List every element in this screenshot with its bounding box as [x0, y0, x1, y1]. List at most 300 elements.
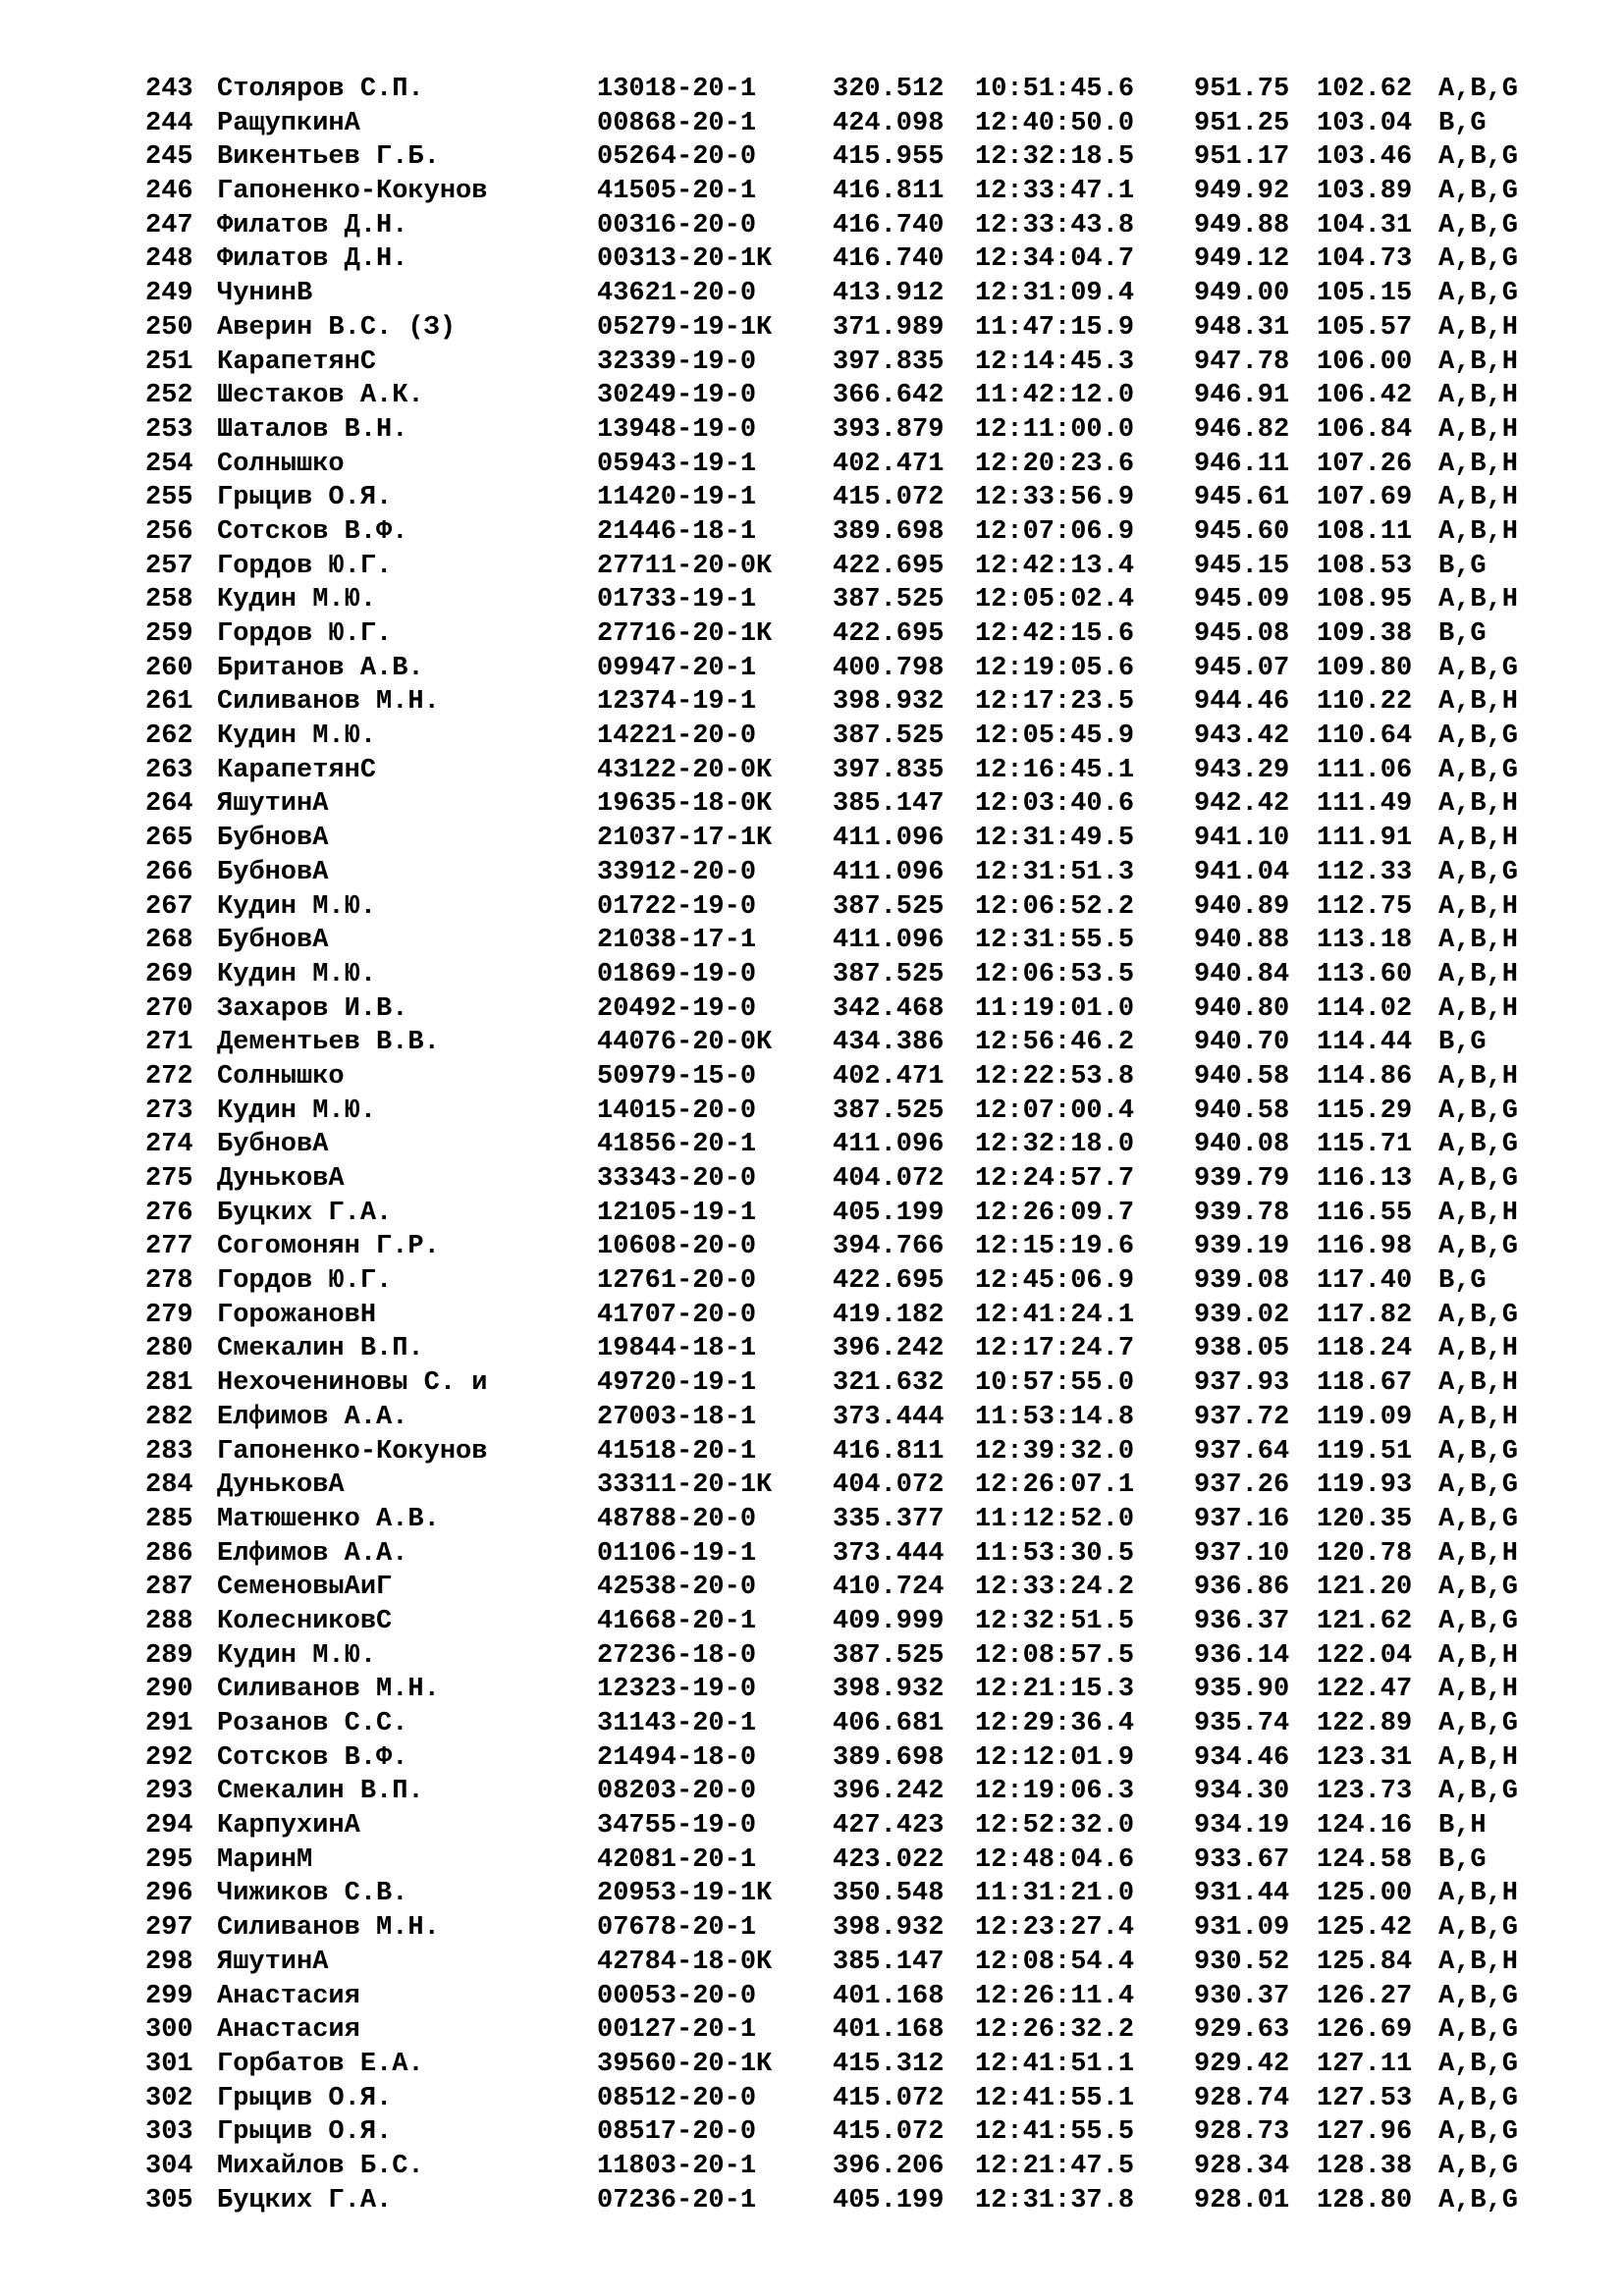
distance: 422.695 — [833, 619, 945, 649]
position-number: 276 — [145, 1198, 193, 1228]
speed: 945.09 — [1194, 585, 1290, 615]
arrival-time: 12:33:56.9 — [975, 483, 1135, 513]
position-number: 289 — [145, 1640, 193, 1671]
points: 110.22 — [1317, 687, 1413, 718]
arrival-time: 12:08:57.5 — [975, 1640, 1135, 1671]
arrival-time: 12:15:19.6 — [975, 1232, 1135, 1262]
distance: 387.525 — [833, 959, 945, 989]
arrival-time: 12:16:45.1 — [975, 755, 1135, 785]
fancier-name: Согомонян Г.Р. — [217, 1232, 440, 1262]
points: 119.93 — [1317, 1470, 1413, 1501]
speed: 939.08 — [1194, 1266, 1290, 1297]
classes: A,B,H — [1438, 1640, 1519, 1671]
speed: 940.58 — [1194, 1095, 1290, 1126]
arrival-time: 12:26:11.4 — [975, 1981, 1135, 2011]
distance: 410.724 — [833, 1573, 945, 1603]
ring-number: 14015-20-0 — [597, 1095, 757, 1126]
distance: 401.168 — [833, 1981, 945, 2011]
ring-number: 42081-20-1 — [597, 1844, 757, 1875]
points: 127.53 — [1317, 2083, 1413, 2113]
points: 113.18 — [1317, 926, 1413, 956]
arrival-time: 12:12:01.9 — [975, 1742, 1135, 1773]
distance: 427.423 — [833, 1811, 945, 1842]
speed: 943.29 — [1194, 755, 1290, 785]
points: 108.95 — [1317, 585, 1413, 615]
classes: A,B,G — [1438, 1504, 1519, 1534]
ring-number: 13018-20-1 — [597, 75, 757, 104]
speed: 942.42 — [1194, 789, 1290, 820]
position-number: 247 — [145, 210, 193, 240]
classes: A,B,H — [1438, 993, 1519, 1024]
arrival-time: 12:31:55.5 — [975, 926, 1135, 956]
speed: 940.88 — [1194, 926, 1290, 956]
points: 122.04 — [1317, 1640, 1413, 1671]
fancier-name: Матюшенко А.В. — [217, 1504, 440, 1534]
arrival-time: 12:17:24.7 — [975, 1334, 1135, 1364]
classes: A,B,H — [1438, 585, 1519, 615]
fancier-name: Розанов С.С. — [217, 1709, 408, 1738]
ring-number: 50979-15-0 — [597, 1061, 757, 1092]
arrival-time: 10:51:45.6 — [975, 75, 1135, 104]
distance: 397.835 — [833, 755, 945, 785]
fancier-name: ЯшутинА — [217, 789, 329, 820]
ring-number: 00053-20-0 — [597, 1981, 757, 2011]
distance: 400.798 — [833, 653, 945, 683]
distance: 393.879 — [833, 414, 945, 445]
distance: 422.695 — [833, 551, 945, 581]
classes: A,B,H — [1438, 1402, 1519, 1432]
distance: 398.932 — [833, 687, 945, 718]
points: 110.64 — [1317, 721, 1413, 752]
position-number: 294 — [145, 1811, 193, 1842]
classes: B,G — [1438, 1266, 1487, 1297]
ring-number: 49720-19-1 — [597, 1368, 757, 1399]
position-number: 253 — [145, 414, 193, 445]
position-number: 292 — [145, 1742, 193, 1773]
distance: 411.096 — [833, 1130, 945, 1160]
points: 124.58 — [1317, 1844, 1413, 1875]
speed: 930.52 — [1194, 1947, 1290, 1977]
arrival-time: 12:39:32.0 — [975, 1436, 1135, 1467]
speed: 928.73 — [1194, 2117, 1290, 2148]
speed: 930.37 — [1194, 1981, 1290, 2011]
fancier-name: Чижиков С.В. — [217, 1879, 408, 1909]
distance: 434.386 — [833, 1028, 945, 1058]
fancier-name: Британов А.В. — [217, 653, 424, 683]
classes: A,B,H — [1438, 1368, 1519, 1399]
points: 120.78 — [1317, 1538, 1413, 1569]
classes: A,B,G — [1438, 721, 1519, 752]
points: 119.09 — [1317, 1402, 1413, 1432]
ring-number: 01733-19-1 — [597, 585, 757, 615]
points: 109.80 — [1317, 653, 1413, 683]
fancier-name: Кудин М.Ю. — [217, 1640, 377, 1671]
ring-number: 12105-19-1 — [597, 1198, 757, 1228]
position-number: 282 — [145, 1402, 193, 1432]
fancier-name: БубновА — [217, 824, 329, 854]
arrival-time: 11:42:12.0 — [975, 381, 1135, 411]
ring-number: 48788-20-0 — [597, 1504, 757, 1534]
position-number: 302 — [145, 2083, 193, 2113]
position-number: 264 — [145, 789, 193, 820]
classes: A,B,G — [1438, 142, 1519, 173]
distance: 409.999 — [833, 1606, 945, 1636]
arrival-time: 12:41:24.1 — [975, 1300, 1135, 1330]
points: 105.57 — [1317, 312, 1413, 343]
classes: A,B,H — [1438, 1538, 1519, 1569]
fancier-name: Михайлов Б.С. — [217, 2151, 424, 2181]
ring-number: 21038-17-1 — [597, 926, 757, 956]
fancier-name: Сотсков В.Ф. — [217, 516, 408, 547]
distance: 389.698 — [833, 516, 945, 547]
arrival-time: 12:03:40.6 — [975, 789, 1135, 820]
distance: 416.740 — [833, 244, 945, 275]
fancier-name: Сотсков В.Ф. — [217, 1742, 408, 1773]
points: 115.71 — [1317, 1130, 1413, 1160]
ring-number: 00316-20-0 — [597, 210, 757, 240]
fancier-name: Грыцив О.Я. — [217, 2117, 393, 2148]
distance: 321.632 — [833, 1368, 945, 1399]
position-number: 256 — [145, 516, 193, 547]
speed: 937.72 — [1194, 1402, 1290, 1432]
points: 122.47 — [1317, 1675, 1413, 1705]
classes: A,B,G — [1438, 2185, 1519, 2216]
speed: 936.86 — [1194, 1573, 1290, 1603]
position-number: 275 — [145, 1164, 193, 1194]
arrival-time: 12:22:53.8 — [975, 1061, 1135, 1092]
points: 107.69 — [1317, 483, 1413, 513]
ring-number: 05943-19-1 — [597, 449, 757, 479]
distance: 404.072 — [833, 1470, 945, 1501]
fancier-name: Викентьев Г.Б. — [217, 142, 440, 173]
speed: 941.04 — [1194, 857, 1290, 887]
fancier-name: Кудин М.Ю. — [217, 1095, 377, 1126]
speed: 938.05 — [1194, 1334, 1290, 1364]
position-number: 279 — [145, 1300, 193, 1330]
arrival-time: 12:05:45.9 — [975, 721, 1135, 752]
ring-number: 01106-19-1 — [597, 1538, 757, 1569]
position-number: 249 — [145, 279, 193, 309]
fancier-name: РащупкинА — [217, 108, 360, 138]
arrival-time: 12:52:32.0 — [975, 1811, 1135, 1842]
fancier-name: КарпухинА — [217, 1811, 360, 1842]
speed: 931.09 — [1194, 1913, 1290, 1944]
position-number: 274 — [145, 1130, 193, 1160]
speed: 935.90 — [1194, 1675, 1290, 1705]
speed: 939.78 — [1194, 1198, 1290, 1228]
ring-number: 33343-20-0 — [597, 1164, 757, 1194]
ring-number: 05264-20-0 — [597, 142, 757, 173]
points: 125.00 — [1317, 1879, 1413, 1909]
fancier-name: Филатов Д.Н. — [217, 244, 408, 275]
fancier-name: Силиванов М.Н. — [217, 1675, 440, 1705]
points: 117.40 — [1317, 1266, 1413, 1297]
speed: 947.78 — [1194, 347, 1290, 377]
fancier-name: БубновА — [217, 926, 329, 956]
arrival-time: 12:08:54.4 — [975, 1947, 1135, 1977]
position-number: 269 — [145, 959, 193, 989]
arrival-time: 12:32:18.5 — [975, 142, 1135, 173]
points: 106.00 — [1317, 347, 1413, 377]
distance: 398.932 — [833, 1675, 945, 1705]
ring-number: 07236-20-1 — [597, 2185, 757, 2216]
speed: 949.88 — [1194, 210, 1290, 240]
speed: 941.10 — [1194, 824, 1290, 854]
arrival-time: 12:05:02.4 — [975, 585, 1135, 615]
fancier-name: Елфимов А.А. — [217, 1402, 408, 1432]
classes: A,B,G — [1438, 1470, 1519, 1501]
ring-number: 08512-20-0 — [597, 2083, 757, 2113]
ring-number: 32339-19-0 — [597, 347, 757, 377]
arrival-time: 12:19:05.6 — [975, 653, 1135, 683]
classes: A,B,H — [1438, 381, 1519, 411]
position-number: 281 — [145, 1368, 193, 1399]
speed: 946.11 — [1194, 449, 1290, 479]
ring-number: 41856-20-1 — [597, 1130, 757, 1160]
speed: 946.91 — [1194, 381, 1290, 411]
distance: 406.681 — [833, 1709, 945, 1738]
distance: 415.312 — [833, 2049, 945, 2079]
speed: 948.31 — [1194, 312, 1290, 343]
points: 116.13 — [1317, 1164, 1413, 1194]
arrival-time: 12:45:06.9 — [975, 1266, 1135, 1297]
speed: 945.61 — [1194, 483, 1290, 513]
fancier-name: ДуньковА — [217, 1164, 345, 1194]
arrival-time: 12:41:51.1 — [975, 2049, 1135, 2079]
ring-number: 14221-20-0 — [597, 721, 757, 752]
points: 123.73 — [1317, 1777, 1413, 1807]
arrival-time: 12:26:32.2 — [975, 2015, 1135, 2046]
fancier-name: БубновА — [217, 1130, 329, 1160]
arrival-time: 12:40:50.0 — [975, 108, 1135, 138]
classes: A,B,H — [1438, 414, 1519, 445]
classes: A,B,G — [1438, 1913, 1519, 1944]
ring-number: 08203-20-0 — [597, 1777, 757, 1807]
ring-number: 21446-18-1 — [597, 516, 757, 547]
position-number: 244 — [145, 108, 193, 138]
points: 103.46 — [1317, 142, 1413, 173]
position-number: 270 — [145, 993, 193, 1024]
classes: A,B,G — [1438, 1709, 1519, 1738]
distance: 411.096 — [833, 824, 945, 854]
ring-number: 21037-17-1К — [597, 824, 773, 854]
distance: 396.242 — [833, 1334, 945, 1364]
arrival-time: 11:12:52.0 — [975, 1504, 1135, 1534]
classes: A,B,G — [1438, 1777, 1519, 1807]
classes: A,B,G — [1438, 244, 1519, 275]
ring-number: 19844-18-1 — [597, 1334, 757, 1364]
speed: 937.10 — [1194, 1538, 1290, 1569]
distance: 415.072 — [833, 483, 945, 513]
arrival-time: 12:42:13.4 — [975, 551, 1135, 581]
speed: 936.37 — [1194, 1606, 1290, 1636]
ring-number: 19635-18-0К — [597, 789, 773, 820]
arrival-time: 12:56:46.2 — [975, 1028, 1135, 1058]
arrival-time: 12:33:47.1 — [975, 177, 1135, 207]
position-number: 243 — [145, 75, 193, 104]
classes: A,B,G — [1438, 1232, 1519, 1262]
speed: 937.64 — [1194, 1436, 1290, 1467]
arrival-time: 12:31:49.5 — [975, 824, 1135, 854]
ring-number: 00127-20-1 — [597, 2015, 757, 2046]
arrival-time: 10:57:55.0 — [975, 1368, 1135, 1399]
arrival-time: 12:26:07.1 — [975, 1470, 1135, 1501]
classes: A,B,H — [1438, 347, 1519, 377]
position-number: 277 — [145, 1232, 193, 1262]
classes: B,H — [1438, 1811, 1487, 1842]
points: 105.15 — [1317, 279, 1413, 309]
ring-number: 20492-19-0 — [597, 993, 757, 1024]
fancier-name: Гордов Ю.Г. — [217, 619, 393, 649]
points: 117.82 — [1317, 1300, 1413, 1330]
ring-number: 33912-20-0 — [597, 857, 757, 887]
points: 126.69 — [1317, 2015, 1413, 2046]
distance: 413.912 — [833, 279, 945, 309]
ring-number: 43122-20-0К — [597, 755, 773, 785]
speed: 937.93 — [1194, 1368, 1290, 1399]
points: 126.27 — [1317, 1981, 1413, 2011]
classes: A,B,H — [1438, 824, 1519, 854]
classes: A,B,H — [1438, 1879, 1519, 1909]
position-number: 295 — [145, 1844, 193, 1875]
speed: 928.74 — [1194, 2083, 1290, 2113]
ring-number: 09947-20-1 — [597, 653, 757, 683]
distance: 405.199 — [833, 1198, 945, 1228]
ring-number: 12323-19-0 — [597, 1675, 757, 1705]
position-number: 303 — [145, 2117, 193, 2148]
arrival-time: 11:53:14.8 — [975, 1402, 1135, 1432]
speed: 928.34 — [1194, 2151, 1290, 2181]
position-number: 258 — [145, 585, 193, 615]
classes: A,B,G — [1438, 2151, 1519, 2181]
position-number: 250 — [145, 312, 193, 343]
classes: A,B,H — [1438, 789, 1519, 820]
points: 112.75 — [1317, 891, 1413, 922]
classes: A,B,G — [1438, 2049, 1519, 2079]
points: 106.42 — [1317, 381, 1413, 411]
ring-number: 41668-20-1 — [597, 1606, 757, 1636]
position-number: 300 — [145, 2015, 193, 2046]
speed: 928.01 — [1194, 2185, 1290, 2216]
arrival-time: 12:06:53.5 — [975, 959, 1135, 989]
points: 124.16 — [1317, 1811, 1413, 1842]
speed: 935.74 — [1194, 1709, 1290, 1738]
fancier-name: Анастасия — [217, 2015, 360, 2046]
distance: 416.811 — [833, 1436, 945, 1467]
distance: 422.695 — [833, 1266, 945, 1297]
ring-number: 13948-19-0 — [597, 414, 757, 445]
points: 119.51 — [1317, 1436, 1413, 1467]
points: 106.84 — [1317, 414, 1413, 445]
fancier-name: Дементьев В.В. — [217, 1028, 440, 1058]
classes: A,B,G — [1438, 2015, 1519, 2046]
position-number: 245 — [145, 142, 193, 173]
points: 104.73 — [1317, 244, 1413, 275]
fancier-name: Буцких Г.А. — [217, 2185, 393, 2216]
position-number: 297 — [145, 1913, 193, 1944]
speed: 951.17 — [1194, 142, 1290, 173]
classes: A,B,G — [1438, 755, 1519, 785]
fancier-name: Шестаков А.К. — [217, 381, 424, 411]
classes: A,B,H — [1438, 516, 1519, 547]
ring-number: 07678-20-1 — [597, 1913, 757, 1944]
ring-number: 11803-20-1 — [597, 2151, 757, 2181]
position-number: 251 — [145, 347, 193, 377]
fancier-name: Гордов Ю.Г. — [217, 1266, 393, 1297]
fancier-name: Солнышко — [217, 1061, 345, 1092]
points: 113.60 — [1317, 959, 1413, 989]
position-number: 304 — [145, 2151, 193, 2181]
points: 102.62 — [1317, 75, 1413, 104]
points: 122.89 — [1317, 1709, 1413, 1738]
fancier-name: Филатов Д.Н. — [217, 210, 408, 240]
speed: 934.46 — [1194, 1742, 1290, 1773]
fancier-name: Елфимов А.А. — [217, 1538, 408, 1569]
distance: 396.206 — [833, 2151, 945, 2181]
arrival-time: 12:19:06.3 — [975, 1777, 1135, 1807]
fancier-name: Горбатов Е.А. — [217, 2049, 424, 2079]
speed: 943.42 — [1194, 721, 1290, 752]
points: 127.11 — [1317, 2049, 1413, 2079]
arrival-time: 12:41:55.5 — [975, 2117, 1135, 2148]
fancier-name: Гапоненко-Кокунов — [217, 177, 488, 207]
ring-number: 00313-20-1К — [597, 244, 773, 275]
classes: A,B,G — [1438, 1436, 1519, 1467]
distance: 415.072 — [833, 2083, 945, 2113]
classes: A,B,G — [1438, 177, 1519, 207]
speed: 933.67 — [1194, 1844, 1290, 1875]
fancier-name: КолесниковС — [217, 1606, 393, 1636]
arrival-time: 12:32:51.5 — [975, 1606, 1135, 1636]
fancier-name: Анастасия — [217, 1981, 360, 2011]
ring-number: 27003-18-1 — [597, 1402, 757, 1432]
points: 107.26 — [1317, 449, 1413, 479]
fancier-name: Грыцив О.Я. — [217, 483, 393, 513]
fancier-name: Кудин М.Ю. — [217, 959, 377, 989]
fancier-name: Силиванов М.Н. — [217, 1913, 440, 1944]
fancier-name: Гапоненко-Кокунов — [217, 1436, 488, 1467]
classes: A,B,H — [1438, 449, 1519, 479]
distance: 411.096 — [833, 857, 945, 887]
points: 118.67 — [1317, 1368, 1413, 1399]
ring-number: 27711-20-0К — [597, 551, 773, 581]
speed: 944.46 — [1194, 687, 1290, 718]
position-number: 265 — [145, 824, 193, 854]
position-number: 255 — [145, 483, 193, 513]
distance: 401.168 — [833, 2015, 945, 2046]
distance: 394.766 — [833, 1232, 945, 1262]
distance: 416.740 — [833, 210, 945, 240]
speed: 949.12 — [1194, 244, 1290, 275]
position-number: 252 — [145, 381, 193, 411]
arrival-time: 12:20:23.6 — [975, 449, 1135, 479]
position-number: 254 — [145, 449, 193, 479]
position-number: 272 — [145, 1061, 193, 1092]
arrival-time: 11:19:01.0 — [975, 993, 1135, 1024]
points: 109.38 — [1317, 619, 1413, 649]
classes: A,B,G — [1438, 857, 1519, 887]
classes: A,B,G — [1438, 1573, 1519, 1603]
arrival-time: 12:06:52.2 — [975, 891, 1135, 922]
distance: 387.525 — [833, 721, 945, 752]
speed: 951.25 — [1194, 108, 1290, 138]
position-number: 285 — [145, 1504, 193, 1534]
classes: A,B,H — [1438, 1742, 1519, 1773]
distance: 416.811 — [833, 177, 945, 207]
arrival-time: 12:42:15.6 — [975, 619, 1135, 649]
position-number: 286 — [145, 1538, 193, 1569]
points: 120.35 — [1317, 1504, 1413, 1534]
